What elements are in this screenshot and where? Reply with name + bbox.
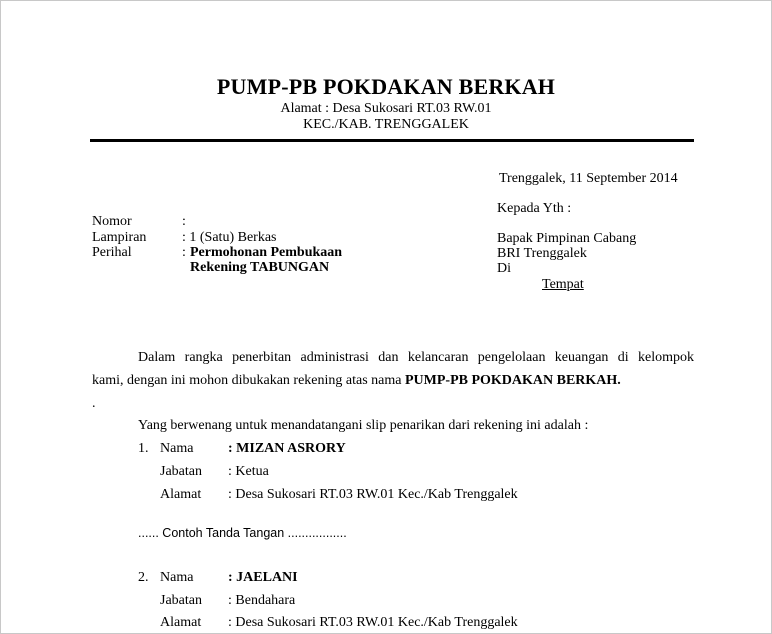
paragraph-1-line-2 xyxy=(92,373,621,389)
group-name: PUMP-PB POKDAKAN BERKAH. xyxy=(404,373,621,388)
recipient-line-3: Di xyxy=(497,261,511,276)
paragraph-1-text: kami, dengan ini mohon dibukakan rekening atas nama xyxy=(92,373,405,388)
recipient-line-1: Bapak Pimpinan Cabang xyxy=(497,231,637,246)
letterhead-address: Alamat : Desa Sukosari RT.03 RW.01 xyxy=(280,101,492,116)
perihal-colon: : xyxy=(182,245,186,260)
place-date: Trenggalek, 11 September 2014 xyxy=(499,171,678,186)
signatory-2-number: 2. xyxy=(138,570,149,585)
signatory-2-alamat-label: Alamat xyxy=(160,615,202,630)
recipient-place: Tempat xyxy=(542,277,584,292)
perihal-label: Perihal xyxy=(92,245,132,260)
signatory-2-jabatan-label: Jabatan xyxy=(160,593,202,608)
signatory-1-nama-label: Nama xyxy=(160,441,194,456)
signatory-1-alamat-label: Alamat xyxy=(160,487,202,502)
recipient-line-2: BRI Trenggalek xyxy=(497,246,587,261)
paragraph-1-line-1: Dalam rangka penerbitan administrasi dan kelancaran pengelolaan keuangan di kelompok xyxy=(138,350,694,365)
greeting: Kepada Yth : xyxy=(497,201,572,216)
signatory-1-jabatan-value: : Ketua xyxy=(228,464,269,479)
signatory-2-nama-label: Nama xyxy=(160,570,194,585)
signatory-1-nama-value: : MIZAN ASRORY xyxy=(228,441,346,456)
nomor-label: Nomor xyxy=(92,214,132,229)
letterhead-region: KEC./KAB. TRENGGALEK xyxy=(303,117,469,132)
letterhead-divider xyxy=(90,139,694,142)
signatory-1-number: 1. xyxy=(138,441,149,456)
paragraph-2: Yang berwenang untuk menandatangani slip penarikan dari rekening ini adalah : xyxy=(138,418,589,433)
lampiran-value: : 1 (Satu) Berkas xyxy=(182,230,277,245)
signatory-1-alamat-value: : Desa Sukosari RT.03 RW.01 Kec./Kab Trenggalek xyxy=(228,487,518,502)
nomor-value: : xyxy=(182,214,186,229)
lampiran-label: Lampiran xyxy=(92,230,147,245)
signatory-1-jabatan-label: Jabatan xyxy=(160,464,202,479)
signature-sample: ...... Contoh Tanda Tangan ................. xyxy=(138,526,347,540)
perihal-line-2: Rekening TABUNGAN xyxy=(190,260,330,275)
signatory-2-jabatan-value: : Bendahara xyxy=(228,593,296,608)
perihal-line-1: Permohonan Pembukaan xyxy=(190,245,343,260)
stray-dot: . xyxy=(92,396,96,411)
signatory-2-alamat-value: : Desa Sukosari RT.03 RW.01 Kec./Kab Trenggalek xyxy=(228,615,518,630)
signatory-2-nama-value: : JAELANI xyxy=(228,570,298,585)
letterhead-title: PUMP-PB POKDAKAN BERKAH xyxy=(216,74,556,99)
